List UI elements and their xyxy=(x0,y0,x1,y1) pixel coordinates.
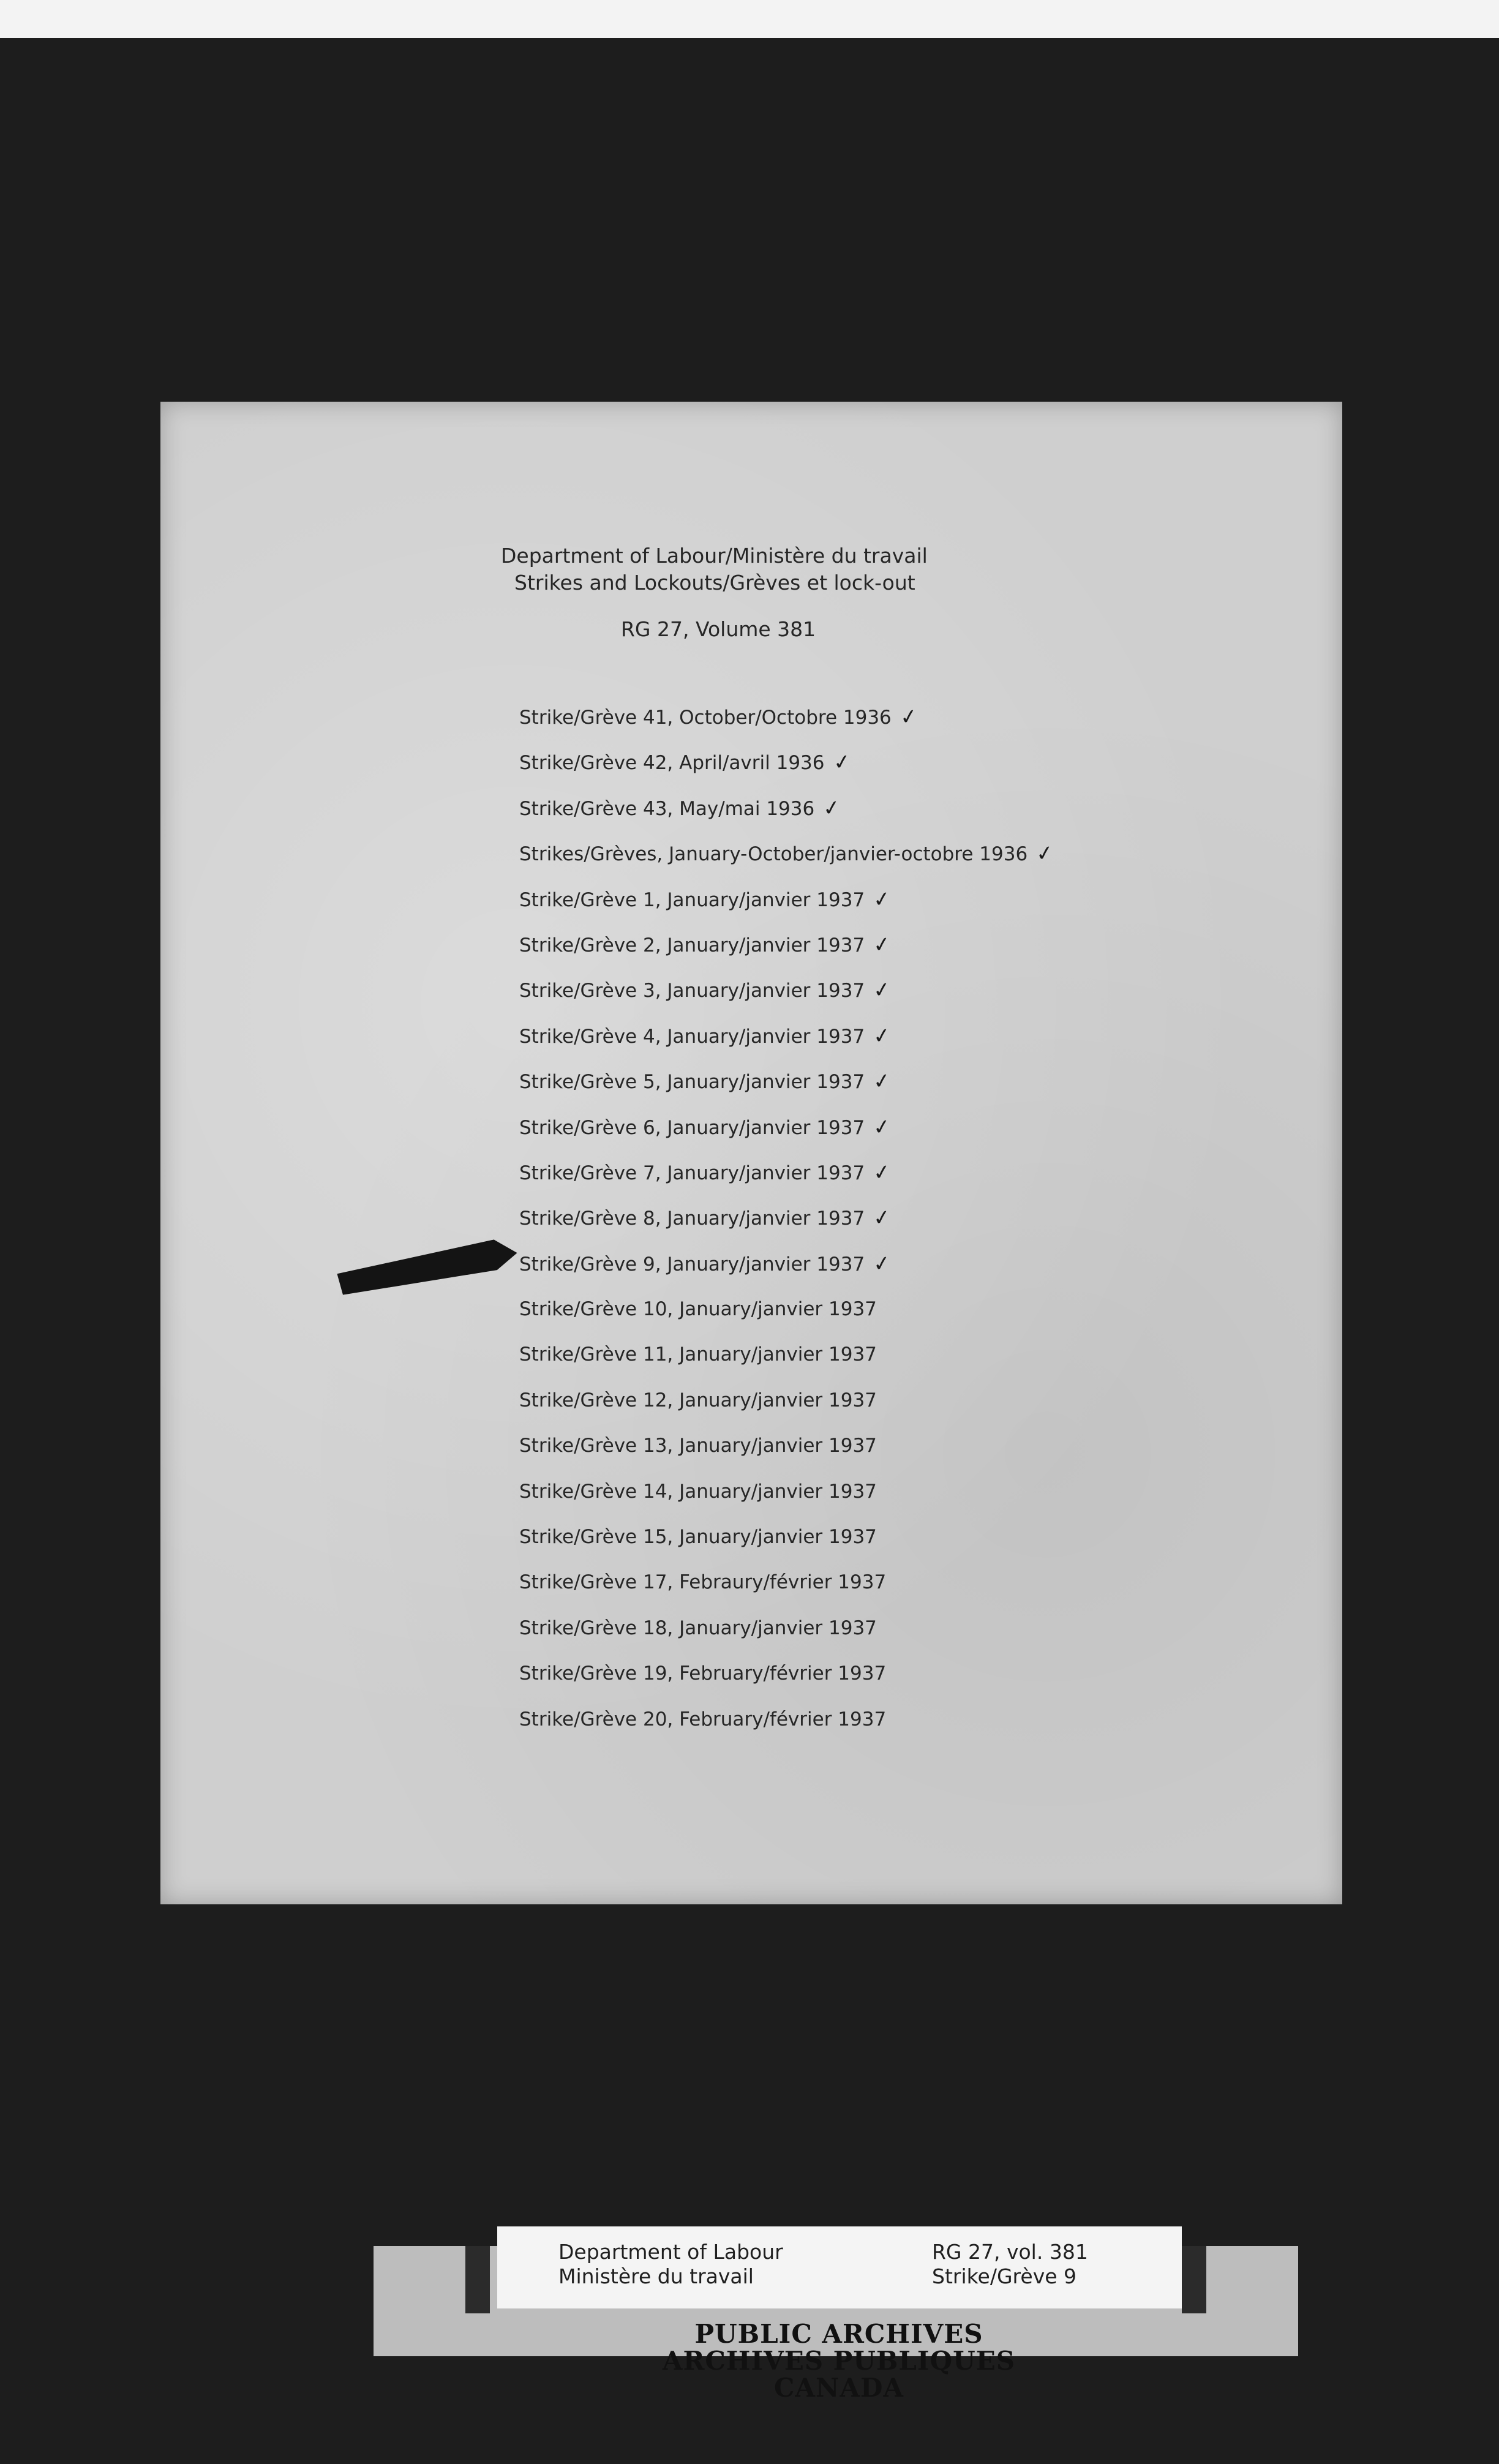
list-item xyxy=(519,1430,1132,1476)
entry-text: Strike/Grève 15, January/janvier 1937 xyxy=(519,1526,877,1549)
list-item xyxy=(519,975,1132,1020)
checkmark-icon: ✓ xyxy=(871,1068,893,1095)
list-item xyxy=(519,1021,1132,1066)
entry-text: Strike/Grève 17, Febraury/février 1937 xyxy=(519,1571,887,1594)
checkmark-icon: ✓ xyxy=(871,1250,893,1277)
entry-text: Strike/Grève 43, May/mai 1936 xyxy=(519,797,815,820)
label-strike-number: Strike/Grève 9 xyxy=(932,2264,1077,2288)
checkmark-icon: ✓ xyxy=(1034,840,1056,867)
label-department-fr: Ministère du travail xyxy=(558,2264,754,2288)
checkmark-icon: ✓ xyxy=(871,931,893,958)
entry-text: Strike/Grève 13, January/janvier 1937 xyxy=(519,1435,877,1457)
header-department: Department of Labour/Ministère du travail xyxy=(501,544,928,568)
entry-text: Strike/Grève 3, January/janvier 1937 xyxy=(519,980,865,1002)
entry-text: Strike/Grève 14, January/janvier 1937 xyxy=(519,1480,877,1503)
entry-text: Strike/Grève 2, January/janvier 1937 xyxy=(519,934,865,956)
stamp-line-fr: ARCHIVES PUBLIQUES xyxy=(662,2346,1016,2376)
label-volume: RG 27, vol. 381 xyxy=(932,2240,1088,2264)
header-reference: RG 27, Volume 381 xyxy=(621,617,816,641)
entry-text: Strike/Grève 12, January/janvier 1937 xyxy=(519,1389,877,1411)
list-item xyxy=(519,1339,1132,1384)
entry-text: Strike/Grève 9, January/janvier 1937 xyxy=(519,1253,865,1275)
list-item xyxy=(519,838,1132,884)
list-item xyxy=(519,1157,1132,1203)
identification-label xyxy=(497,2226,1182,2308)
entry-text: Strikes/Grèves, January-October/janvier-octobre 1936 xyxy=(519,843,1028,866)
entry-text: Strike/Grève 20, February/février 1937 xyxy=(519,1708,887,1730)
list-item xyxy=(519,1112,1132,1157)
checkmark-icon: ✓ xyxy=(871,977,893,1004)
entry-text: Strike/Grève 5, January/janvier 1937 xyxy=(519,1071,865,1094)
list-item xyxy=(519,793,1132,838)
checkmark-icon: ✓ xyxy=(871,885,893,913)
entry-text: Strike/Grève 7, January/janvier 1937 xyxy=(519,1162,865,1184)
entry-text: Strike/Grève 18, January/janvier 1937 xyxy=(519,1617,877,1639)
checkmark-icon: ✓ xyxy=(821,794,843,822)
list-item xyxy=(519,884,1132,930)
stamp-line-country: CANADA xyxy=(773,2373,904,2403)
list-item xyxy=(519,1066,1132,1111)
header-series: Strikes and Lockouts/Grèves et lock-out xyxy=(514,571,915,595)
mount-notch-left xyxy=(465,2246,490,2313)
entry-text: Strike/Grève 1, January/janvier 1937 xyxy=(519,888,865,911)
archives-stamp xyxy=(612,2321,1065,2402)
entry-text: Strike/Grève 11, January/janvier 1937 xyxy=(519,1343,877,1366)
file-list xyxy=(519,702,1132,1749)
checkmark-icon: ✓ xyxy=(871,1113,893,1141)
entry-text: Strike/Grève 8, January/janvier 1937 xyxy=(519,1208,865,1230)
mount-notch-right xyxy=(1182,2246,1206,2313)
film-top-edge xyxy=(0,0,1499,38)
checkmark-icon: ✓ xyxy=(871,1159,893,1186)
list-item xyxy=(519,1249,1132,1294)
entry-text: Strike/Grève 10, January/janvier 1937 xyxy=(519,1298,877,1321)
document-header xyxy=(501,543,991,643)
list-item xyxy=(519,747,1132,792)
list-item xyxy=(519,1613,1132,1658)
list-item xyxy=(519,1294,1132,1339)
checkmark-icon: ✓ xyxy=(831,749,852,776)
label-reference xyxy=(932,2240,1088,2289)
list-item xyxy=(519,1476,1132,1522)
checkmark-icon: ✓ xyxy=(898,704,919,731)
list-item xyxy=(519,1385,1132,1430)
label-department-en: Department of Labour xyxy=(558,2240,783,2264)
list-item xyxy=(519,1203,1132,1248)
list-item xyxy=(519,1704,1132,1749)
entry-text: Strike/Grève 6, January/janvier 1937 xyxy=(519,1116,865,1139)
list-item xyxy=(519,930,1132,975)
list-item xyxy=(519,1522,1132,1567)
list-item xyxy=(519,702,1132,747)
label-department xyxy=(558,2240,783,2289)
entry-text: Strike/Grève 19, February/février 1937 xyxy=(519,1662,887,1685)
entry-text: Strike/Grève 41, October/Octobre 1936 xyxy=(519,707,892,729)
entry-text: Strike/Grève 4, January/janvier 1937 xyxy=(519,1025,865,1048)
checkmark-icon: ✓ xyxy=(871,1204,893,1232)
list-item xyxy=(519,1567,1132,1612)
list-item xyxy=(519,1658,1132,1703)
stamp-line-en: PUBLIC ARCHIVES xyxy=(694,2319,983,2349)
entry-text: Strike/Grève 42, April/avril 1936 xyxy=(519,752,825,775)
checkmark-icon: ✓ xyxy=(871,1022,893,1050)
